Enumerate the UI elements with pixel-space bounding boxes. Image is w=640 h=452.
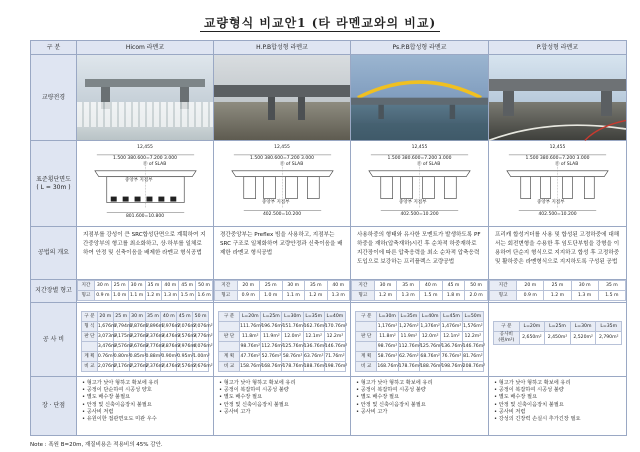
- cost-cell: 4,076m²: [193, 342, 209, 352]
- merit-item: • 형고가 낮아 형하고 확보에 유리: [82, 379, 159, 386]
- section-pspb: [351, 141, 489, 227]
- cost-cell: 76.76m²: [441, 352, 462, 362]
- cross-section-drawing: [77, 141, 213, 226]
- section-hpb: [214, 141, 351, 227]
- cost-head-cell: L=45m: [441, 312, 462, 322]
- header-label: 구 분: [31, 41, 77, 55]
- cost-head-cell: 20 m: [97, 312, 113, 322]
- section-dims: 1.500 380.600=7.200 3.000: [387, 156, 452, 162]
- merit-item: • 공정이 복잡하여 시공성 불량: [356, 387, 426, 394]
- merit-item: • 공사비 고가: [356, 408, 388, 415]
- cost-cell: 3,276m²: [129, 332, 145, 342]
- cost-cell: 2,376m²: [145, 362, 161, 372]
- merit-item: • 별도 배수장 필요: [356, 394, 400, 401]
- cost-cell: 3,476m²: [161, 332, 177, 342]
- cost-cell: 188.76m²: [303, 362, 324, 372]
- cost-cell: 1,976m²: [161, 322, 177, 332]
- support-table-pspb: 지간 30 m 35 m 40 m 45 m 50 m 형고 1.2 m 1.3 m 1.5 m 1.8 m 2.0 m: [351, 280, 488, 301]
- section-dims: 1.500 380.600=7.200 3.000: [250, 156, 314, 162]
- cost-cell: 0.76m²: [97, 352, 113, 362]
- section-bottom: 402.500=10.200: [400, 212, 439, 218]
- merit-item: • 공사비 저렴: [494, 408, 526, 415]
- cost-cell: 3,876m²: [161, 342, 177, 352]
- cost-data-row: [356, 342, 484, 352]
- page-title: 교량형식 비교안1 (타 라멘교와의 비교): [0, 14, 640, 31]
- section-width: 12,455: [137, 145, 153, 151]
- cost-cell: 3,376m²: [145, 332, 161, 342]
- cost-cell: [356, 322, 377, 332]
- support-label: 지간장별 형고: [31, 280, 77, 303]
- cost-cell: 판 단: [356, 332, 377, 342]
- cost-cell: 2,450m²: [545, 332, 571, 345]
- section-slab: ⓟ of SLAB: [555, 162, 579, 168]
- cost-data-row: [82, 352, 209, 362]
- cost-cell: 3,073m²: [97, 332, 113, 342]
- cost-cell: 58.76m²: [377, 352, 398, 362]
- support-table-hicom: 지간 30 m 25 m 30 m 35 m 40 m 45 m 50 m 형고 0.9 m 1.0 m 1.1 m 1.2 m 1.3 m 1.5 m 1.6 m: [77, 280, 213, 301]
- cost-head-cell: 30 m: [129, 312, 145, 322]
- cost-table-hicom: [81, 311, 213, 372]
- cost-cell: 1,576m²: [462, 322, 483, 332]
- cost-data-row: [82, 322, 209, 332]
- cost-head-cell: L=20m: [519, 322, 545, 332]
- section-width: 12,455: [274, 145, 290, 151]
- section-slab: ⓟ of SLAB: [280, 162, 304, 168]
- cost-cell: 2,176m²: [113, 362, 129, 372]
- merit-item: • 공사비 저렴: [82, 408, 114, 415]
- photo-pc: [489, 54, 627, 140]
- header-col-pspb: Ps.P.B합성형 라멘교: [351, 41, 489, 55]
- header-row: [31, 41, 627, 55]
- cost-cell: 151.76m²: [282, 322, 303, 332]
- cost-data-row: [356, 352, 484, 362]
- cost-data-row: [356, 332, 484, 342]
- merit-list-pc: [489, 377, 626, 426]
- cost-data-row: [494, 332, 622, 345]
- cost-cell: 68.76m²: [419, 352, 440, 362]
- merit-list-pspb: [351, 377, 488, 419]
- cost-cell: 2,650m²: [519, 332, 545, 345]
- cost-cell: 12.0m²: [282, 332, 303, 342]
- cost-head-cell: L=35m: [303, 312, 324, 322]
- footnote: Note : 폭원 B=20m, 재질비용은 적용비의 45% 감안.: [30, 442, 163, 448]
- merit-item: • 형고가 낮아 형하고 확보에 유리: [219, 379, 296, 386]
- cost-cell: 1,896m²: [145, 322, 161, 332]
- cost-cell: 3,576m²: [177, 332, 193, 342]
- cost-cell: 1,276m²: [398, 322, 419, 332]
- cost-cell: 12.1m²: [303, 332, 324, 342]
- cost-cell: 계 획: [356, 352, 377, 362]
- merit-list-hicom: [77, 377, 213, 426]
- cost-cell: 111.76m²: [240, 322, 261, 332]
- cost-head-cell: L=35m: [398, 312, 419, 322]
- section-road: 중앙부 지점부: [399, 200, 427, 206]
- cross-section-drawing: [489, 141, 626, 226]
- photo-pspb: [351, 54, 489, 140]
- section-bottom: 402.500=10.200: [538, 212, 577, 218]
- merit-row: [31, 376, 627, 435]
- cost-cell: 178.76m²: [398, 362, 419, 372]
- cost-table-hpb: [218, 311, 346, 372]
- section-bottom: 402.500=10.200: [262, 212, 302, 218]
- section-hicom: [77, 141, 214, 227]
- section-width: 12,455: [549, 145, 566, 151]
- cost-cell: 188.76m²: [419, 362, 440, 372]
- support-table-pc: 지간 20 m 25 m 30 m 35 m 형고 0.9 m 1.2 m 1.3 m 1.5 m: [489, 280, 626, 301]
- merit-item: • 공사비 고가: [219, 408, 251, 415]
- cost-cell: [219, 342, 240, 352]
- section-bottom: 801.600=10.800: [125, 214, 165, 220]
- cost-cell: 공사비(원/m²): [494, 332, 520, 345]
- cost-head-cell: L=35m: [596, 322, 622, 332]
- cost-data-row: [219, 322, 346, 332]
- cost-cell: 146.76m²: [462, 342, 483, 352]
- cost-head-cell: L=20m: [240, 312, 261, 322]
- header-col-pc: P.합성형 라멘교: [489, 41, 627, 55]
- support-table-hpb: 지간 20 m 25 m 30 m 35 m 40 m 형고 0.9 m 1.0 m 1.1 m 1.2 m 1.3 m: [214, 280, 350, 301]
- cost-cell: [356, 342, 377, 352]
- cost-cell: 3,776m²: [193, 332, 209, 342]
- cost-cell: 3,976m²: [177, 342, 193, 352]
- cost-cell: 3,476m²: [97, 342, 113, 352]
- cost-head-cell: L=30m: [570, 322, 596, 332]
- cross-section-drawing: [351, 141, 488, 226]
- cost-cell: 198.76m²: [324, 362, 345, 372]
- merit-item: • 안정 및 신축이음장치 불필요: [356, 401, 426, 408]
- cost-cell: 2,476m²: [161, 362, 177, 372]
- cost-cell: 0.80m²: [113, 352, 129, 362]
- cost-cell: 11.8m²: [240, 332, 261, 342]
- cost-cell: 2,520m²: [570, 332, 596, 345]
- cost-cell: 71.76m²: [324, 352, 345, 362]
- cost-cell: 비 교: [82, 362, 98, 372]
- cost-cell: 168.76m²: [377, 362, 398, 372]
- cost-cell: 62.76m²: [398, 352, 419, 362]
- cost-head-cell: L=25m: [261, 312, 282, 322]
- merit-item: • 안정 및 신축이음장치 불필요: [219, 401, 289, 408]
- cost-cell: 12.0m²: [419, 332, 440, 342]
- cost-cell: 58.76m²: [282, 352, 303, 362]
- cost-cell: 1.00m²: [193, 352, 209, 362]
- merit-item: • 별도 배수장 필요: [494, 394, 538, 401]
- cost-cell: 125.76m²: [282, 342, 303, 352]
- cost-cell: 2,076m²: [193, 322, 209, 332]
- merit-item: • 유원이한 접관면요도 미관 우수: [82, 415, 157, 422]
- cost-head-cell: L=30m: [282, 312, 303, 322]
- cost-cell: 판 단: [82, 332, 98, 342]
- cost-cell: 12.2m²: [324, 332, 345, 342]
- cost-head-cell: L=25m: [545, 322, 571, 332]
- cost-data-row: [219, 352, 346, 362]
- cost-cell: 0.88m²: [145, 352, 161, 362]
- section-dims: 1.500 380.600=7.200 3.000: [113, 156, 177, 162]
- photo-hicom: [77, 54, 214, 140]
- cost-cell: 1,176m²: [377, 322, 398, 332]
- cost-data-row: [82, 362, 209, 372]
- cost-label: 공 사 비: [31, 303, 77, 377]
- merit-list-hpb: [214, 377, 350, 419]
- cost-head-cell: 40 m: [161, 312, 177, 322]
- cost-cell: 168.76m²: [261, 362, 282, 372]
- cost-cell: 98.76m²: [377, 342, 398, 352]
- cost-cell: 178.76m²: [282, 362, 303, 372]
- cost-cell: [82, 342, 98, 352]
- cost-cell: 비 교: [356, 362, 377, 372]
- section-slab: ⓟ of SLAB: [143, 162, 167, 168]
- cost-head-cell: 구 분: [219, 312, 240, 322]
- cost-cell: 136.76m²: [441, 342, 462, 352]
- cost-cell: 12.1m²: [441, 332, 462, 342]
- cost-head-cell: 25 m: [113, 312, 129, 322]
- photo-hpb: [214, 54, 351, 140]
- cost-data-row: [219, 342, 346, 352]
- cost-data-row: [356, 322, 484, 332]
- cost-data-row: [82, 332, 209, 342]
- cost-cell: 0.85m²: [129, 352, 145, 362]
- merit-item: • 별도 배수장 필요: [219, 394, 263, 401]
- method-text-hpb: 경간중앙부는 Preflex 빔을 사용하고, 지점부는 SRC 구조로 일체화하여 교량안정과 신축이음을 배제한 라멘교 형식공법: [220, 232, 343, 257]
- cost-cell: 1,676m²: [97, 322, 113, 332]
- merit-item: • 공정이 복잡하여 시공성 불량: [219, 387, 289, 394]
- cost-cell: 2,676m²: [193, 362, 209, 372]
- cost-head-cell: 구 분: [82, 312, 98, 322]
- cost-cell: 112.76m²: [398, 342, 419, 352]
- merit-item: • 형고가 낮아 형하고 확보에 유리: [356, 379, 433, 386]
- cost-cell: [219, 322, 240, 332]
- section-road: 중앙부 지점부: [262, 200, 290, 206]
- section-label: 표준횡단면도 ( L = 30m ): [31, 141, 77, 227]
- support-row: [31, 280, 627, 303]
- cost-table-pc: [493, 321, 622, 345]
- cost-cell: 1,476m²: [441, 322, 462, 332]
- cost-cell: 2,076m²: [97, 362, 113, 372]
- photo-label: 교량전경: [31, 54, 77, 140]
- section-pc: [489, 141, 627, 227]
- method-text-pspb: 사용하중의 형태와 유사한 모멘트가 발생하도록 PF하중을 재하(압축재하)시킨 후 순차적 하중재하로 지간장이에 따른 압축응력을 최소 순차적 압축응력도입으로 보강하는 프리플렉스 교량공법: [357, 232, 481, 266]
- section-row: [31, 141, 627, 227]
- cost-cell: 12.2m²: [462, 332, 483, 342]
- cost-cell: 2,576m²: [177, 362, 193, 372]
- merit-item: • 안정 및 신축이음장치 불필요: [494, 401, 564, 408]
- cost-head-cell: 구 분: [356, 312, 377, 322]
- cost-cell: 1,376m²: [419, 322, 440, 332]
- method-label: 공법의 개요: [31, 227, 77, 280]
- cost-cell: 3,676m²: [129, 342, 145, 352]
- cost-cell: 162.76m²: [303, 322, 324, 332]
- cost-cell: 11.8m²: [377, 332, 398, 342]
- cost-cell: 판 단: [219, 332, 240, 342]
- cost-cell: 136.76m²: [303, 342, 324, 352]
- cost-cell: 2,276m²: [129, 362, 145, 372]
- cost-head-cell: L=40m: [419, 312, 440, 322]
- cost-cell: 11.9m²: [398, 332, 419, 342]
- cost-cell: 형 식: [82, 322, 98, 332]
- cost-data-row: [356, 362, 484, 372]
- cost-cell: 170.76m²: [324, 322, 345, 332]
- cost-head-cell: 35 m: [145, 312, 161, 322]
- cost-cell: 3,175m²: [113, 332, 129, 342]
- cost-cell: 0.90m²: [161, 352, 177, 362]
- cost-cell: 158.76m²: [240, 362, 261, 372]
- cost-cell: 2,790m²: [596, 332, 622, 345]
- section-slab: ⓟ of SLAB: [417, 162, 441, 168]
- cost-data-row: [219, 332, 346, 342]
- merit-item: • 별도 배수장 불필요: [82, 394, 131, 401]
- header-col-hicom: Hicom 라멘교: [77, 41, 214, 55]
- merit-item: • 안정 및 신축이음장치 불필요: [82, 401, 152, 408]
- cost-cell: 1,876m²: [129, 322, 145, 332]
- cost-table-pspb: [355, 311, 484, 372]
- cost-cell: 3,576m²: [113, 342, 129, 352]
- cost-head-cell: L=30m: [377, 312, 398, 322]
- comparison-table: [30, 40, 627, 436]
- cost-cell: 112.76m²: [261, 342, 282, 352]
- cost-cell: 63.76m²: [303, 352, 324, 362]
- cost-data-row: [82, 342, 209, 352]
- method-text-hicom: 지점부를 강성이 큰 SRC합성단면으로 계획하여 지간중앙부의 형고를 최소화하고, 상·하부를 일체로하여 안정 및 신축이음을 배제한 라멘교 형식공법: [83, 232, 206, 257]
- cost-cell: 11.9m²: [261, 332, 282, 342]
- cost-cell: 0.95m²: [177, 352, 193, 362]
- cost-row: [31, 303, 627, 377]
- merit-item: • 공정이 단순하여 시공성 양호: [82, 387, 152, 394]
- photo-row: [31, 54, 627, 140]
- section-road: 중앙부 지점부: [125, 178, 153, 184]
- method-text-pc: 프리캐 합성거더를 사용 및 합성된 고정하중에 대해서는 회전변형을 수용한 후 임도단부힘을 강형을 이용하여 단순지 형식으로 지지하고 합성 후 고정하중 및 활하중은 라멘형식으로 지지하도록 구성된 공법: [495, 232, 620, 266]
- cost-cell: 98.76m²: [240, 342, 261, 352]
- method-row: [31, 227, 627, 280]
- header-col-hpb: H.P.B합성형 라멘교: [214, 41, 351, 55]
- cost-head-cell: 50 m: [193, 312, 209, 322]
- cost-cell: 198.76m²: [441, 362, 462, 372]
- section-width: 12,455: [411, 145, 428, 151]
- cost-cell: 208.76m²: [462, 362, 483, 372]
- merit-label: 장 · 단점: [31, 376, 77, 435]
- merit-item: • 형고가 낮아 형하고 확보에 유리: [494, 379, 571, 386]
- cost-data-row: [219, 362, 346, 372]
- cost-cell: 47.76m²: [240, 352, 261, 362]
- cost-head-cell: 구 분: [494, 322, 520, 332]
- cost-head-cell: 45 m: [177, 312, 193, 322]
- cost-cell: 3,776m²: [145, 342, 161, 352]
- cost-cell: 196.76m²: [261, 322, 282, 332]
- cost-head-cell: L=40m: [324, 312, 345, 322]
- section-road: 중앙부 지점부: [537, 200, 565, 206]
- cost-cell: 계 획: [219, 352, 240, 362]
- cost-cell: 2,076m²: [177, 322, 193, 332]
- cost-cell: 1,794m²: [113, 322, 129, 332]
- cost-cell: 81.76m²: [462, 352, 483, 362]
- merit-item: • 강성의 긴장력 손실시 추가긴장 필요: [494, 415, 581, 422]
- cost-cell: 계 획: [82, 352, 98, 362]
- cross-section-drawing: [214, 141, 350, 226]
- cost-cell: 52.76m²: [261, 352, 282, 362]
- cost-cell: 125.76m²: [419, 342, 440, 352]
- cost-cell: 146.76m²: [324, 342, 345, 352]
- cost-head-cell: L=50m: [462, 312, 483, 322]
- merit-item: • 공정이 복잡하여 시공성 불량: [494, 387, 564, 394]
- cost-cell: 비 교: [219, 362, 240, 372]
- section-dims: 1.500 380.600=7.200 3.000: [525, 156, 590, 162]
